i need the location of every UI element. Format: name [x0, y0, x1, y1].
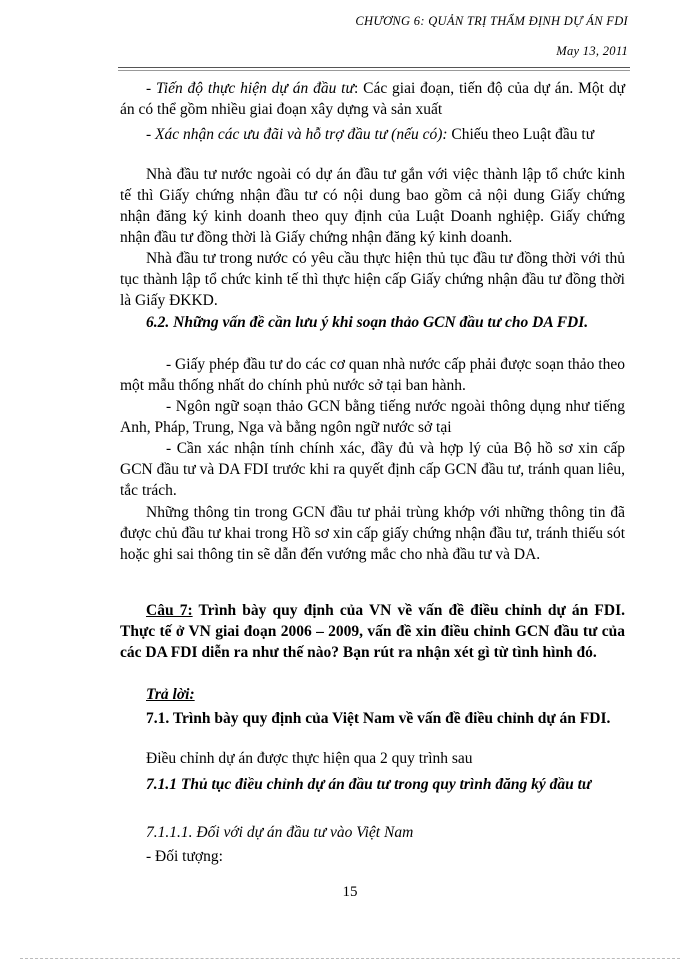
term-label: - Xác nhận các ưu đãi và hỗ trợ đầu tư (nếu có): [146, 126, 448, 143]
section-heading-7-1-1: 7.1.1 Thủ tục điều chỉnh dự án đầu tư trong quy trình đăng ký đầu tư [146, 776, 592, 793]
question-label: Câu 7: [146, 602, 193, 619]
paragraph-foreign-investor: Nhà đầu tư nước ngoài có dự án đầu tư gắn với việc thành lập tổ chức kinh tế thì Giấy chứng nhận đầu tư có nội dung bao gồm cả nội dung Giấy chứng nhận đăng ký kinh doanh theo quy định của Luật Doanh nghiệp. Giấy chứng nhận đầu tư đồng thời là Giấy chứng nhận đăng ký kinh doanh. [120, 166, 625, 246]
term-text: Chiếu theo Luật đầu tư [447, 126, 595, 143]
chapter-header: CHƯƠNG 6: QUẢN TRỊ THẨM ĐỊNH DỰ ÁN FDI [355, 14, 628, 28]
section-heading-7-1-1-1: 7.1.1.1. Đối với dự án đầu tư vào Việt Nam [146, 824, 414, 841]
paragraph-two-procedures: Điều chỉnh dự án được thực hiện qua 2 quy trình sau [146, 750, 473, 767]
question-7 [120, 600, 625, 663]
term-text: : Các giai đoạn, tiến độ của dự án. Một dự án có thể gồm nhiều giai đoạn xây dựng và sản xuất [120, 80, 625, 118]
section-heading-7-1: 7.1. Trình bày quy định của Việt Nam về vấn đề điều chỉnh dự án FDI. [146, 710, 611, 727]
term-label: - Tiến độ thực hiện dự án đầu tư [146, 80, 354, 97]
page-bottom-edge [20, 958, 680, 959]
header-rule [118, 67, 630, 71]
paragraph-consistency: Những thông tin trong GCN đầu tư phải trùng khớp với những thông tin đã được chủ đầu tư khai trong Hồ sơ xin cấp giấy chứng nhận đầu tư, tránh thiếu sót hoặc ghi sai thông tin sẽ dẫn đến vướng mắc cho nhà đầu tư và DA. [120, 504, 625, 563]
section-heading-6-2: 6.2. Những vấn đề cần lưu ý khi soạn thảo GCN đầu tư cho DA FDI. [146, 314, 589, 331]
bullet-language: - Ngôn ngữ soạn thảo GCN bằng tiếng nước ngoài thông dụng như tiếng Anh, Pháp, Trung, Nga và bằng ngôn ngữ nước sở tại [120, 398, 625, 436]
paragraph-subject: - Đối tượng: [146, 848, 223, 865]
bullet-license-template: - Giấy phép đầu tư do các cơ quan nhà nước cấp phải được soạn thảo theo một mẫu thống nhất do chính phủ nước sở tại ban hành. [120, 356, 625, 394]
question-text: Trình bày quy định của VN về vấn đề điều chỉnh dự án FDI. Thực tế ở VN giai đoạn 2006 – 2009, vấn đề xin điều chỉnh GCN đầu tư của các DA FDI diễn ra như thế nào? Bạn rút ra nhận xét gì từ tình hình đó. [120, 602, 625, 661]
answer-label: Trả lời: [146, 686, 195, 703]
paragraph-incentives [120, 124, 625, 145]
bullet-verification: - Cần xác nhận tính chính xác, đầy đủ và hợp lý của Bộ hồ sơ xin cấp GCN đầu tư và DA FDI trước khi ra quyết định cấp GCN đầu tư, tránh quan liêu, tắc trách. [120, 440, 625, 499]
page-number: 15 [342, 884, 358, 900]
header-date: May 13, 2011 [556, 44, 628, 58]
paragraph-domestic-investor: Nhà đầu tư trong nước có yêu cầu thực hiện thủ tục đầu tư đồng thời với thủ tục thành lập tổ chức kinh tế thì thực hiện cấp Giấy chứng nhận đầu tư đồng thời là Giấy ĐKKD. [120, 250, 625, 309]
paragraph-investment-progress [120, 78, 625, 120]
